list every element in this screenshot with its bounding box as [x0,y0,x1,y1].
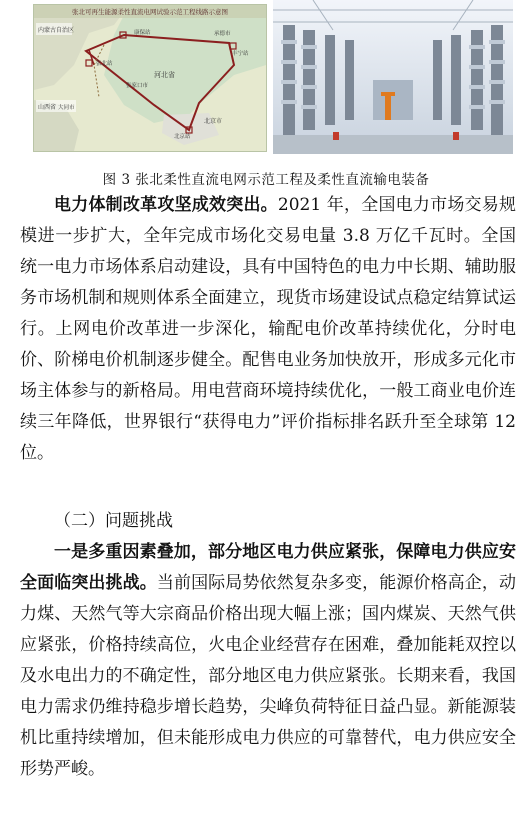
label-zhangbei: 张北站 [96,61,113,67]
paragraph-power-reform [20,190,516,469]
paragraph-power-reform-body: 2021 年，全国电力市场交易规模进一步扩大，全年完成市场化交易电量 3.8 万亿千瓦时。全国统一电力市场体系启动建设，具有中国特色的电力中长期、辅助服务市场机制和规则体系全面建立，现货市场建设试点稳定结算试运行。上网电价改革进一步深化，输配电价改革持续优化，分时电价、阶梯电价机制逐步健全。配售电业务加快放开，形成多元化市场主体参与的新格局。用电营商环境持续优化，一般工商业电价连续三年降低，世界银行“获得电力”评价指标排名跃升至全球第 12 位。 [20,195,516,463]
section-heading-challenges: （二）问题挑战 [54,511,173,531]
label-datong: 大同市 [58,105,75,111]
label-zhangjiakou: 张家口市 [126,83,149,89]
converter-valve-graphic [273,0,513,154]
converter-valve-photo [273,0,513,154]
label-inner-mongolia: 内蒙古自治区 [38,27,75,34]
paragraph-supply-challenge [20,537,516,785]
paragraph-supply-challenge-lead: 一是多重因素叠加，部分地区电力供应紧张，保障电力供应安全面临突出挑战。 [20,542,516,593]
route-map [33,4,267,152]
figure-row [0,0,532,160]
figure-caption: 图 3 张北柔性直流电网示范工程及柔性直流输电装备 [102,172,430,188]
label-chengde: 承德市 [214,31,231,37]
label-hebei: 河北省 [154,71,175,79]
label-shanxi: 山西省 [38,104,57,111]
label-beijing: 北京市 [204,118,223,125]
route-map-graphic [34,5,266,151]
label-fengning: 丰宁站 [232,51,249,57]
map-title: 张北可再生能源柔性直流电网试验示范工程线路示意图 [72,8,228,16]
paragraph-supply-challenge-body: 当前国际局势依然复杂多变，能源价格高企，动力煤、天然气等大宗商品价格出现大幅上涨；国内煤炭、天然气供应紧张，价格持续高位，火电企业经营存在困难，叠加能耗双控以及水电出力的不确定性，部分地区电力供应紧张。长期来看，我国电力需求仍维持稳步增长趋势，尖峰负荷特征日益凸显。新能源装机比重持续增加，但未能形成电力供应的可靠替代，电力供应安全形势严峻。 [20,573,517,779]
label-kangbao: 康保站 [134,30,151,36]
label-beijing-station: 北京站 [174,134,191,140]
paragraph-power-reform-lead: 电力体制改革攻坚成效突出。 [54,195,278,215]
